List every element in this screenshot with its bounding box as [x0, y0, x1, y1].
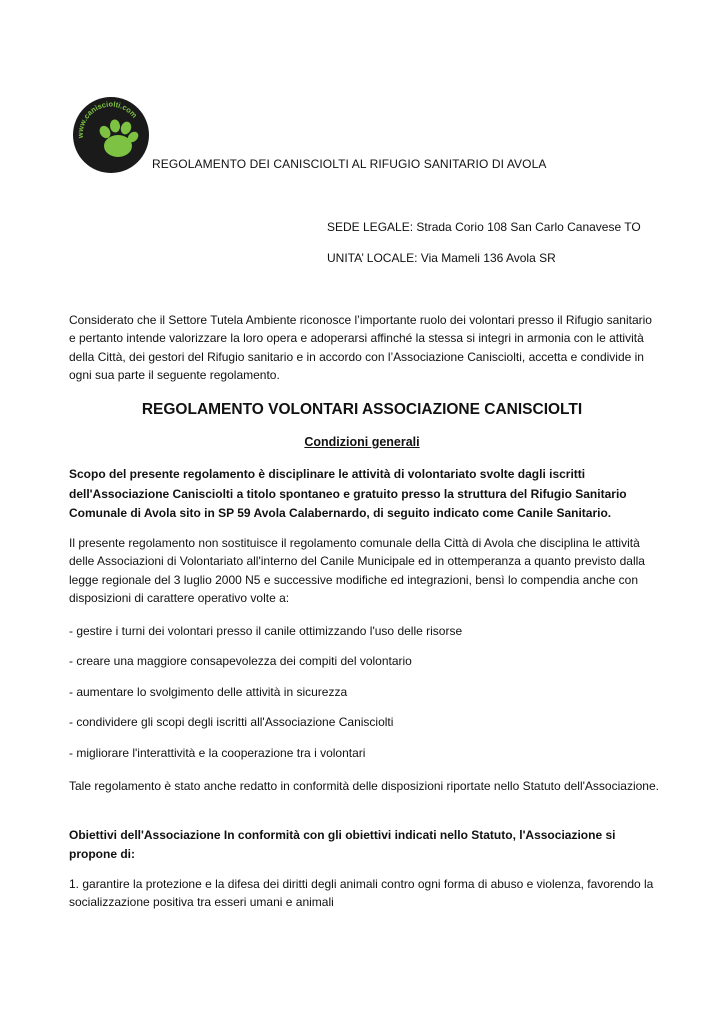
- logo-url-text: www.canisciolti.com: [75, 99, 140, 139]
- objective-item: 1. garantire la protezione e la difesa dei diritti degli animali contro ogni forma di abuso e violenza, favorendo la socializzazione positiva tra esseri umani e animali: [69, 877, 654, 910]
- objectives-heading: Obiettivi dell'Associazione In conformità con gli obiettivi indicati nello Statuto, l'Associazione si propone di:: [69, 828, 616, 861]
- intro-paragraph: Considerato che il Settore Tutela Ambiente riconosce l’importante ruolo dei volontari presso il Rifugio sanitario e pertanto intende valorizzare la loro opera e adoperarsi affinché la stessa si integri in armonia con le attività della Città, dei gestori del Rifugio sanitario e in accordo con l’Associazione Canisciolti, accetta e condivide in ogni sua parte il seguente regolamento.: [69, 313, 652, 382]
- list-item: - aumentare lo svolgimento delle attività in sicurezza: [69, 685, 348, 699]
- list-item: - creare una maggiore consapevolezza dei compiti del volontario: [69, 654, 412, 668]
- regulation-paragraph: Il presente regolamento non sostituisce il regolamento comunale della Città di Avola che disciplina le attività delle Associazioni di Volontariato all'interno del Canile Municipale ed in ottemperanza a quanto previsto dalla legge regionale del 3 luglio 2000 N5 e successive modifiche ed integrazioni, bensì lo compendia anche con disposizioni di carattere operativo volte a:: [69, 536, 645, 605]
- statute-paragraph: Tale regolamento è stato anche redatto in conformità delle disposizioni riportate nello Statuto dell'Associazione.: [69, 779, 659, 793]
- document-header-title: REGOLAMENTO DEI CANISCIOLTI AL RIFUGIO SANITARIO DI AVOLA: [152, 157, 547, 171]
- list-item: - migliorare l'interattività e la cooperazione tra i volontari: [69, 746, 366, 760]
- canisciolti-logo: [72, 96, 150, 174]
- sede-legale: SEDE LEGALE: Strada Corio 108 San Carlo Canavese TO: [327, 220, 641, 234]
- section-subtitle: Condizioni generali: [304, 435, 420, 449]
- scope-paragraph: Scopo del presente regolamento è disciplinare le attività di volontariato svolte dagli iscritti dell'Associazione Canisciolti a titolo spontaneo e gratuito presso la struttura del Rifugio Sanitario Comunale di Avola sito in SP 59 Avola Calabernardo, di seguito indicato come Canile Sanitario.: [69, 467, 627, 520]
- list-item: - condividere gli scopi degli iscritti all'Associazione Canisciolti: [69, 715, 394, 729]
- list-item: - gestire i turni dei volontari presso il canile ottimizzando l'uso delle risorse: [69, 624, 463, 638]
- section-title: REGOLAMENTO VOLONTARI ASSOCIAZIONE CANISCIOLTI: [141, 401, 583, 418]
- unita-locale: UNITA’ LOCALE: Via Mameli 136 Avola SR: [327, 251, 556, 265]
